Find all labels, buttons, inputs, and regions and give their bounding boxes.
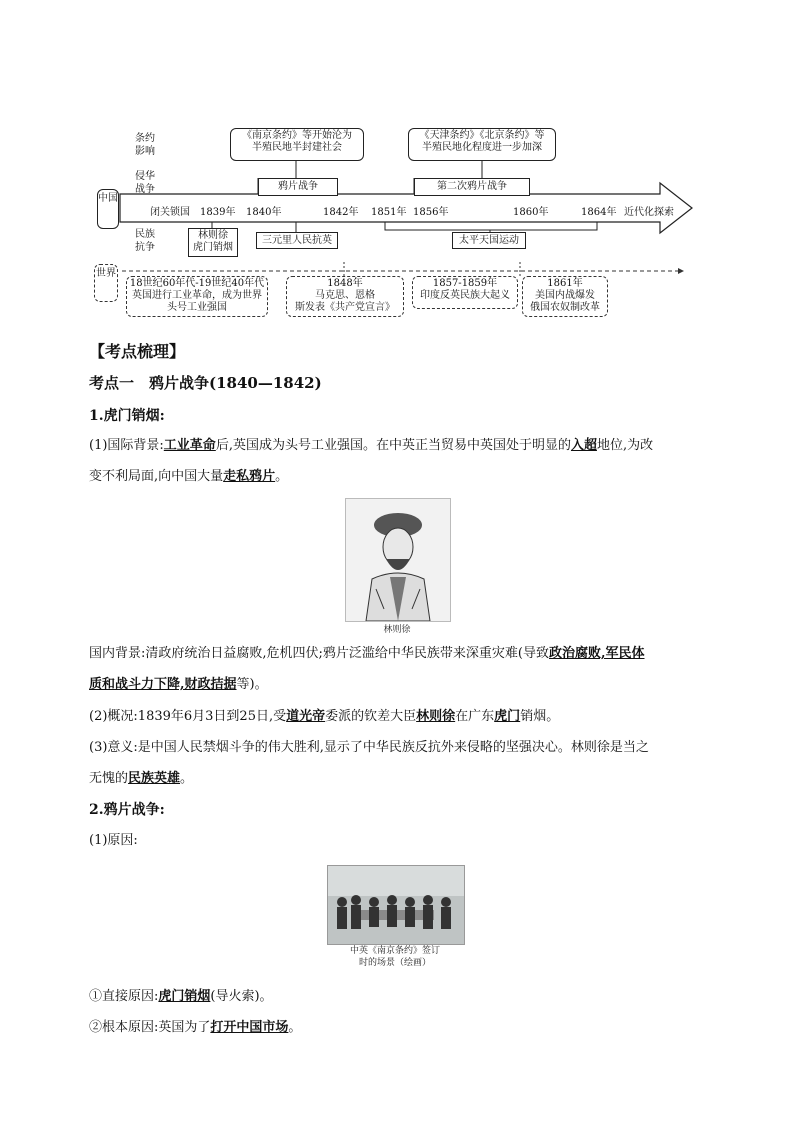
war-box-second-opium-war: 第二次鸦片战争 [414,178,530,196]
treaty-scene-sketch [328,866,464,944]
china-label: 中国 [97,189,119,229]
axis-closed-door: 闭关锁国 [150,207,190,218]
axis-1851: 1851年 [371,207,407,218]
paragraph-overview: (2)概况:1839年6月3日到25日,受道光帝委派的钦差大臣林则徐在广东虎门销烟。 [89,709,560,724]
treaty-box-tianjin-beijing: 《天津条约》《北京条约》等 半殖民地化程度进一步加深 [408,128,556,161]
world-box-indian-uprising: 1857-1859年 印度反英民族大起义 [412,276,518,309]
paragraph-domestic-background: 国内背景:清政府统治日益腐败,危机四伏;鸦片泛滥给中华民族带来深重灾难(导致政治腐败,军民体 质和战斗力下降,财政拮据等)。 [89,646,645,692]
treaty-signing-image [327,865,465,945]
portrait-caption: 林则徐 [383,625,411,635]
world-box-industrial-revolution: 18世纪60年代-19世纪40年代 英国进行工业革命，成为世界 头号工业强国 [126,276,268,317]
lin-zexu-portrait [345,498,451,622]
paragraph-causes: (1)原因: [89,833,138,848]
label-invasion-war: 侵华 战争 [135,171,155,195]
portrait-sketch [346,499,450,621]
paragraph-direct-cause: ①直接原因:虎门销烟(导火索)。 [89,989,273,1004]
topic-title: 考点一 鸦片战争(1840—1842) [89,374,322,392]
paragraph-significance: (3)意义:是中国人民禁烟斗争的伟大胜利,显示了中华民族反抗外来侵略的坚强决心。林则徐是当之 无愧的民族英雄。 [89,740,649,786]
subheading-opium-war: 2.鸦片战争: [89,802,165,818]
world-label: 世界 [94,264,118,302]
axis-1856: 1856年 [413,207,449,218]
treaty-image-caption: 中英《南京条约》签订 时的场景（绘画） [349,946,440,968]
axis-1860: 1860年 [513,207,549,218]
axis-1842: 1842年 [323,207,359,218]
paragraph-root-cause: ②根本原因:英国为了打开中国市场。 [89,1020,302,1035]
section-title: 【考点梳理】 [89,342,186,361]
axis-1840: 1840年 [246,207,282,218]
label-national-resistance: 民族 抗争 [135,229,155,253]
war-box-opium-war: 鸦片战争 [258,178,338,196]
resist-box-taiping: 太平天国运动 [452,232,526,249]
resist-box-lin-zexu: 林则徐 虎门销烟 [188,228,238,257]
world-box-communist-manifesto: 1848年 马克思、恩格 斯发表《共产党宣言》 [286,276,404,317]
axis-modernization: 近代化探索 [624,207,674,218]
paragraph-international-background: (1)国际背景:工业革命后,英国成为头号工业强国。在中英正当贸易中英国处于明显的入超地位,为改 变不利局面,向中国大量走私鸦片。 [89,438,654,484]
axis-1839: 1839年 [200,207,236,218]
resist-box-sanyuanli: 三元里人民抗英 [256,232,338,249]
axis-1864: 1864年 [581,207,617,218]
subheading-humen: 1.虎门销烟: [89,408,165,424]
world-box-1861: 1861年 美国内战爆发 俄国农奴制改革 [522,276,608,317]
treaty-box-nanjing: 《南京条约》等开始沦为 半殖民地半封建社会 [230,128,364,161]
label-treaty-impact: 条约 影响 [135,133,155,157]
